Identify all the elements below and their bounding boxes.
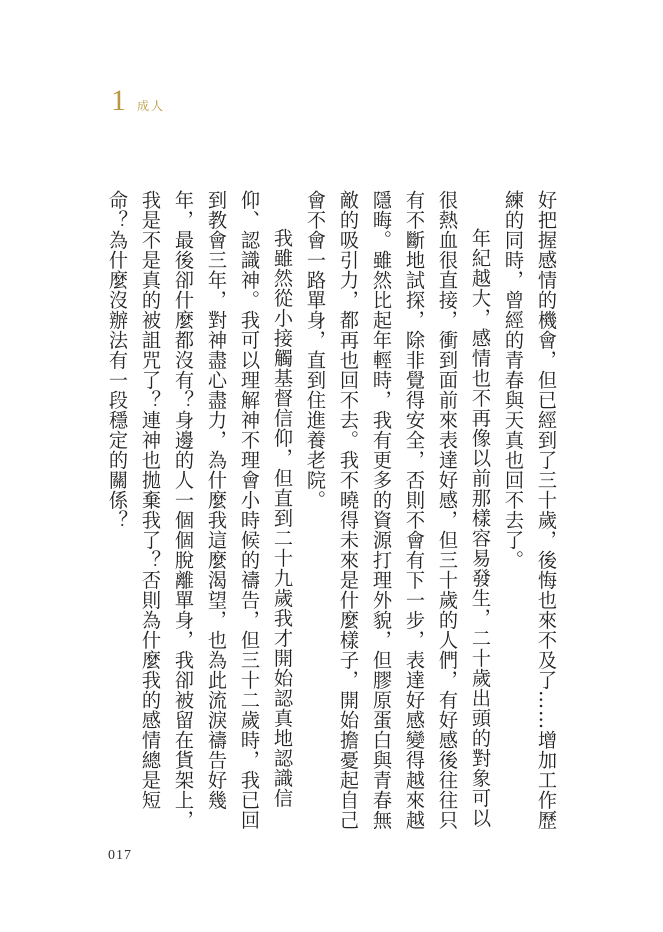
paragraph-2: 年紀越大，感情也不再像以前那樣容易發生，二十歲出頭的對象可以很熱血很直接，衝到面前來表達好感，但三十歲的人們，有好感後往往只有不斷地試探，除非覺得安全，否則不會有下一步，表達好感變得越來越隱晦。雖然比起年輕時，我有更多的資源打理外貌，但膠原蛋白與青春無敵的吸引力，都再也回不去。我不曉得未來是什麼樣子，開始擔憂起自己會不會一路單身，直到住進養老院。 — [304, 190, 492, 830]
chapter-title: 成人 — [137, 99, 166, 113]
chapter-number: 1 — [111, 84, 126, 117]
paragraph-1: 好把握感情的機會，但已經到了三十歲，後悔也來不及了……增加工作歷練的同時，曾經的青春與天真也回不去了。 — [502, 190, 558, 830]
paragraph-3: 我雖然從小接觸基督信仰，但直到二十九歲我才開始認真地認識信仰、認識神。我可以理解神不理會小時候的禱告，但三十二歲時，我已回到教會三年，對神盡心盡力，為什麼我這麼渴望，也為此流淚禱告好幾年，最後卻什麼都沒有？身邊的人一個個脫離單身，我卻被留在貨架上，我是不是真的被詛咒了？連神也拋棄我了？否則為什麼我的感情總是短命？為什麼沒辦法有一段穩定的關係？ — [106, 190, 294, 830]
page-number: 017 — [108, 848, 132, 863]
body-text — [101, 190, 563, 830]
